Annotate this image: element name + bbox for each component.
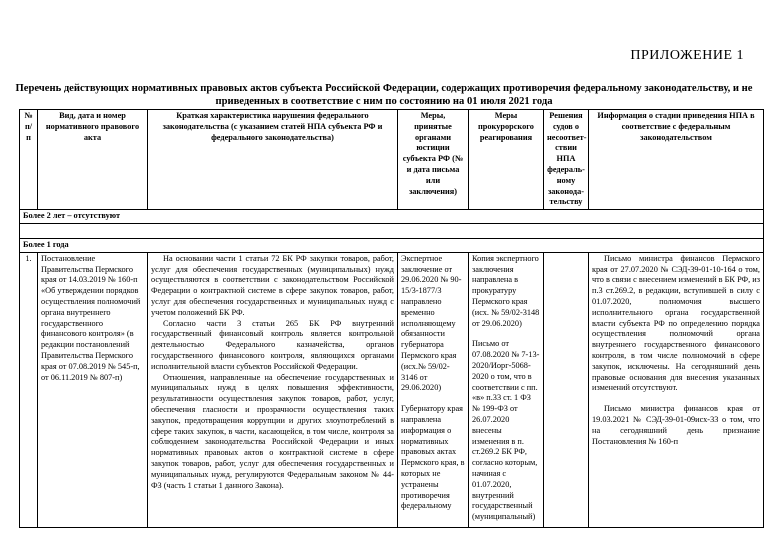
violation-paragraph: Отношения, направленные на обеспечение государственных и муниципальных нужд в целях повышения эффективности, результативности осуществления закупок товаров, работ, услуг, обеспечения гласности и прозрачности осуществления таких закупок, предотвращения коррупции и других злоупотреблений в сфере таких закупок, в части, касающейся, в том числе, контроля за соблюдением законодательства Российской Федерации и иных нормативных правовых актов о контрактной системе в сфере закупок товаров, работ, услуг для обеспечения государственных и муниципальных нужд, регулируются Федеральным законом № 44-ФЗ (часть 1 статьи 1 данного Закона). — [151, 372, 394, 490]
cell-violation — [148, 252, 398, 527]
violation-paragraph: Согласно части 3 статьи 265 БК РФ внутренний государственный финансовый контроль является контрольной деятельностью Федерального казначейства, органов государственного финансового контроля, являющихся органами исполнительной власти субъектов Российской Федерации. — [151, 318, 394, 371]
cell-status-info — [589, 252, 764, 527]
section-label: Более 1 года — [20, 238, 764, 252]
header-status-info: Информация о стадии приведения НПА в соответствие с федеральным законодательством — [589, 110, 764, 210]
cell-act — [38, 252, 148, 527]
justice-paragraph: Губернатору края направлена информация о нормативных правовых актах Пермского края, в которых не устранены противоречия федеральному — [401, 404, 465, 511]
row-number: 1. — [20, 252, 38, 527]
header-court-decisions: Решения судов о несоответ-ствии НПА федераль-ному законода-тельству — [544, 110, 589, 210]
table-header-row — [20, 110, 764, 210]
section-label: Более 2 лет – отсутствуют — [20, 210, 764, 224]
violations-table — [19, 109, 764, 528]
appendix-label: ПРИЛОЖЕНИЕ 1 — [630, 48, 744, 63]
violation-paragraph: На основании части 1 статьи 72 БК РФ закупки товаров, работ, услуг для обеспечения государственных (муниципальных) нужд осуществляются в соответствии с законодательством Российской Федерации о контрактной системе в сфере закупок товаров, работ, услуг для обеспечения государственных и муниципальных нужд с учетом положений БК РФ. — [151, 253, 394, 317]
header-violation: Краткая характеристика нарушения федерального законодательства (с указанием статей НПА субъекта РФ и федерального законодательства) — [148, 110, 398, 210]
info-paragraph: Письмо министра финансов края от 19.03.2021 № СЭД-39-01-09исх-33 о том, что на сегодняшний день признание Постановления № 160-п — [592, 404, 760, 446]
header-justice-measures: Меры, принятые органами юстиции субъекта РФ (№ и дата письма или заключения) — [398, 110, 469, 210]
document-title: Перечень действующих нормативных правовых актов субъекта Российской Федерации, содержащих противоречия федеральному законодательству, и не приведенных в соответствие с ним по состоянию на 01 июля 2021 года — [15, 83, 753, 107]
section-row-over-2-years — [20, 210, 764, 224]
prosecutor-paragraph: Копия экспертного заключения направлена в прокуратуру Пермского края (исх. № 59/02-3148 от 29.06.2020) — [472, 253, 540, 328]
info-paragraph: Письмо министра финансов Пермского края от 27.07.2020 № СЭД-39-01-10-164 о том, что в связи с внесением изменений в БК РФ, из п.3 ст.269.2, в редакции, вступившей в силу с 01.07.2020, полномочия высшего исполнительного органа государственной власти субъекта РФ по определению порядка осуществления полномочий органа внутреннего государственного финансового контроля, в том числе полномочий в сфере закупок, исключены. На сегодняшний день правовые основания для внесения указанных изменений отсутствуют. — [592, 253, 760, 393]
act-text: Постановление Правительства Пермского края от 14.03.2019 № 160-п «Об утверждении порядков осуществления полномочий органа внутреннего государственного финансового контроля» (в редакции постановлений Правительства Пермского края от 07.08.2019 № 545-п, от 06.11.2019 № 807-п) — [41, 253, 141, 382]
header-act: Вид, дата и номер нормативного правового акта — [38, 110, 148, 210]
section-gap — [20, 223, 764, 238]
table-row — [20, 252, 764, 527]
cell-prosecutor-measures — [469, 252, 544, 527]
header-prosecutor-measures: Меры прокурорского реагирования — [469, 110, 544, 210]
prosecutor-paragraph: Письмо от 07.08.2020 № 7-13-2020/Иорг-5068-2020 о том, что в соответствии с пп. «в» п.33 ст. 1 ФЗ № 199-ФЗ от 26.07.2020 внесены изменения в п. ст.269.2 БК РФ, согласно которым, начиная с 01.07.2020, внутренний государственный (муниципальный) — [472, 339, 540, 522]
section-row-over-1-year — [20, 238, 764, 252]
cell-justice-measures — [398, 252, 469, 527]
header-number: № п/п — [20, 110, 38, 210]
cell-court-decisions — [544, 252, 589, 527]
justice-paragraph: Экспертное заключение от 29.06.2020 № 90-15/3-1877/3 направлено временно исполняющему обязанности губернатора Пермского края (исх.№ 59/02-3146 от 29.06.2020) — [401, 253, 462, 393]
